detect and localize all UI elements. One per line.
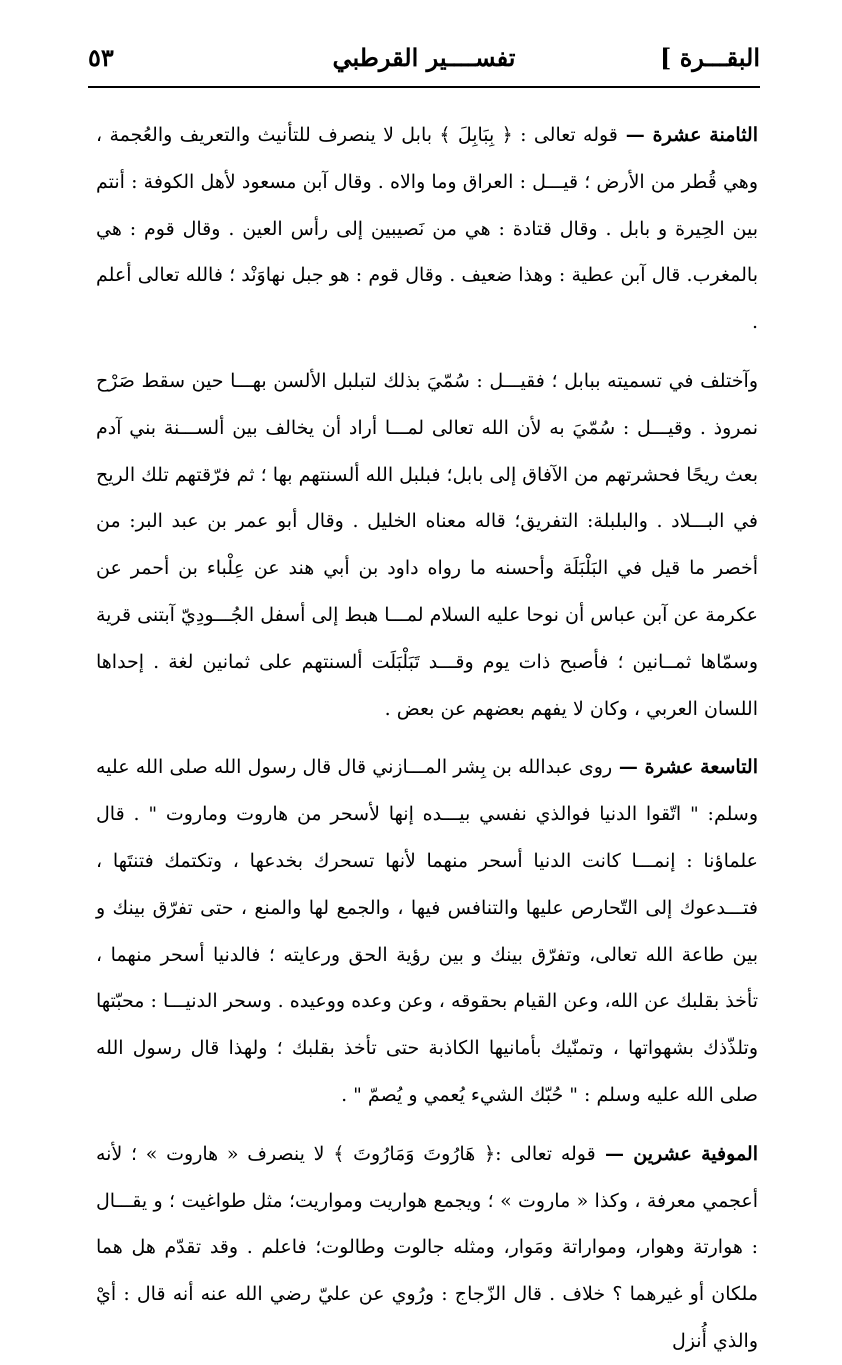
page-number: ٥٣ bbox=[88, 43, 114, 72]
surah-name: البقـــرة ] bbox=[660, 43, 760, 72]
paragraph-heading: الثامنة عشرة — bbox=[617, 124, 758, 146]
paragraph-nineteenth bbox=[96, 744, 758, 1118]
paragraph-babel-naming bbox=[96, 358, 758, 732]
page-header bbox=[88, 40, 760, 80]
paragraph-text: روى عبدالله بن بِشر المـــازني قال قال رسول الله صلى الله عليه وسلم: " اتّقوا الدنيا فوالذي نفسي بيـــده إنها لأسحر من هاروت وماروت " . قال علماؤنا : إنمـــا كانت الدنيا أسحر منهما لأنها تسحرك بخدعها ، وتكتمك فتنتَها ، فتـــدعوك إلى التّحارص عليها والتنافس فيها ، والجمع لها والمنع ، حتى تفرّق بينك و بين طاعة الله تعالى، وتفرّق بينك و بين رؤية الحق ورعايته ؛ فالدنيا أسحر منهما ، تأخذ بقلبك عن الله، وعن القيام بحقوقه ، وعن وعده ووعيده . وسحر الدنيـــا : محبّتها وتلذّذك بشهواتها ، وتمنّيك بأمانيها الكاذبة حتى تأخذ بقلبك ؛ ولهذا قال رسول الله صلى الله عليه وسلم : " حُبّك الشيء يُعمي و يُصمّ " . bbox=[96, 756, 758, 1106]
paragraph-twentieth bbox=[96, 1131, 758, 1365]
header-divider bbox=[88, 86, 760, 88]
paragraph-eighteenth bbox=[96, 112, 758, 346]
paragraph-text: قوله تعالى :﴿ هَارُوتَ وَمَارُوتَ ﴾ لا ينصرف « هاروت » ؛ لأنه أعجمي معرفة ، وكذا « ماروت » ؛ ويجمع هواريت ومواريت؛ مثل طواغيت ؛ و يقـــال : هوارتة وهوار، ومواراتة ومَوار، ومثله جالوت وطالوت؛ فاعلم . وقد تقدّم هل هما ملكان أو غيرهما ؟ خلاف . قال الزّجاج : ورُوي عن عليّ رضي الله عنه أنه قال : أيْ والذي أُنزل bbox=[96, 1142, 758, 1352]
paragraph-text: وآختلف في تسميته ببابل ؛ فقيـــل : سُمّيَ بذلك لتبلبل الألسن بهـــا حين سقط صَرْح نمروذ . وقيـــل : سُمّيَ به لأن الله تعالى لمـــا أراد أن يخالف بين ألســـنة بني آدم بعث ريحًا فحشرتهم من الآفاق إلى بابل؛ فبلبل الله ألسنتهم بها ؛ ثم فرّقتهم تلك الريح في البـــلاد . والبلبلة: التفريق؛ قاله معناه الخليل . وقال أبو عمر بن عبد البر: من أخصر ما قيل في البَلْبَلَة وأحسنه ما رواه داود بن أبي هند عن عِلْباء بن أحمر عن عكرمة عن آبن عباس أن نوحا عليه السلام لمـــا هبط إلى أسفل الجُـــودِيّ آبتنى قرية وسمّاها ثمــانين ؛ فأصبح ذات يوم وقـــد تَبَلْبَلَت ألسنتهم على ثمانين لغة . إحداها اللسان العربي ، وكان لا يفهم بعضهم عن بعض . bbox=[96, 369, 758, 720]
paragraph-text: قوله تعالى : ﴿ بِبَابِلَ ﴾ بابل لا ينصرف للتأنيث والتعريف والعُجمة ، وهي قُطر من الأرض ؛ قيـــل : العراق وما والاه . وقال آبن مسعود لأهل الكوفة : أنتم بين الحِيرة و بابل . وقال قتادة : هي من نَصيبين إلى رأس العين . وقال قوم : هي بالمغرب. قال آبن عطية : وهذا ضعيف . وقال قوم : هو جبل نهاوَنْد ؛ فالله تعالى أعلم . bbox=[96, 124, 758, 334]
paragraph-heading: الموفية عشرين — bbox=[595, 1142, 758, 1165]
running-title: تفســــير القرطبي bbox=[332, 43, 516, 72]
paragraph-heading: التاسعة عشرة — bbox=[612, 756, 758, 779]
body-text bbox=[96, 112, 758, 1365]
